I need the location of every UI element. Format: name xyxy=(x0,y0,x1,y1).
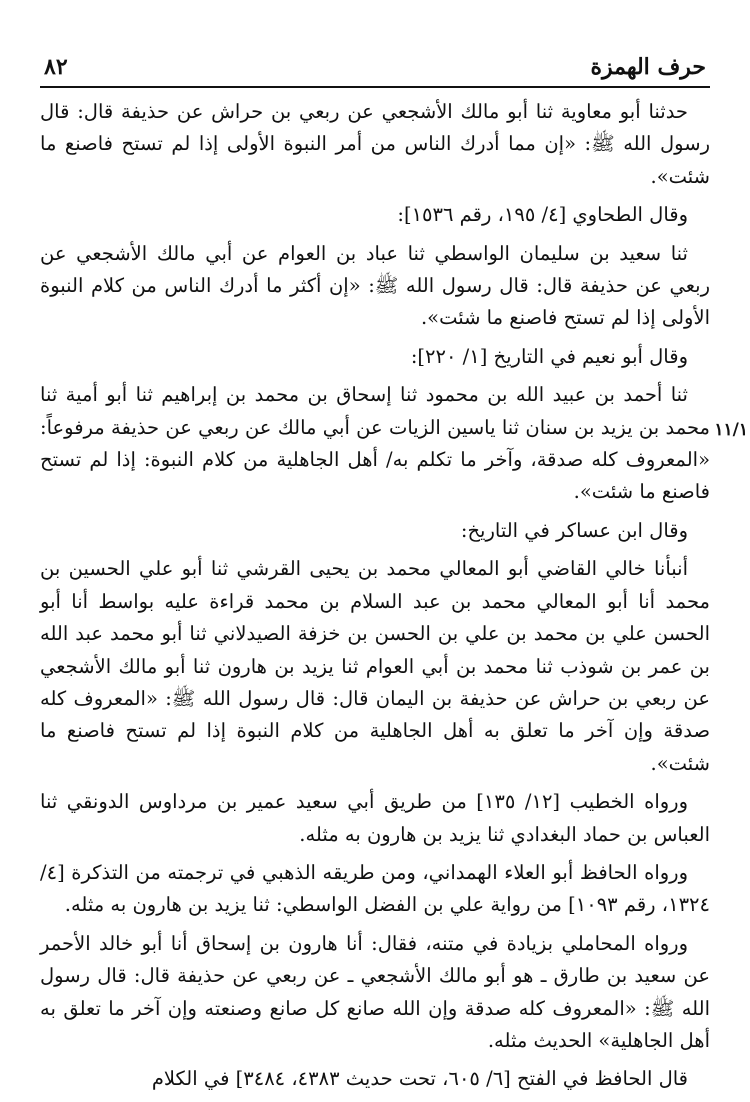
paragraph: قال الحافظ في الفتح [٦/ ٦٠٥، تحت حديث ٤٣٨٣، ٣٤٨٤] في الكلام xyxy=(151,1067,688,1091)
paragraph: وقال الطحاوي [٤/ ١٩٥، رقم ١٥٣٦]: xyxy=(397,203,688,227)
paragraph: ورواه الحافظ أبو العلاء الهمداني، ومن طريقه الذهبي في ترجمته من التذكرة [٤/ ١٣٢٤، رقم ١٠٩٣] من رواية علي بن الفضل الواسطي: ثنا يزيد بن هارون به مثله. xyxy=(40,860,710,917)
paragraph: ورواه المحاملي بزيادة في متنه، فقال: أنا هارون بن إسحاق أنا أبو خالد الأحمر عن سعيد بن طارق ـ هو أبو مالك الأشجعي ـ عن ربعي عن حذيفة قال: قال رسول الله ﷺ: «المعروف كله صدقة وإن الله صانع كل صانع وصنعته وإن آخر ما تعلق به أهل الجاهلية» الحديث مثله. xyxy=(40,931,710,1052)
margin-reference: ١١/١ xyxy=(714,420,748,440)
paragraph: ثنا سعيد بن سليمان الواسطي ثنا عباد بن العوام عن أبي مالك الأشجعي عن ربعي عن حذيفة قال: قال رسول الله ﷺ: «إن أكثر ما أدرك الناس من كلام النبوة الأولى إذا لم تستح فاصنع ما شئت». xyxy=(40,241,710,330)
page-header xyxy=(40,52,710,88)
paragraph: ثنا أحمد بن عبيد الله بن محمود ثنا إسحاق بن محمد بن إبراهيم ثنا أبو أمية ثنا محمد بن يزيد بن سنان ثنا ياسين الزيات عن أبي مالك عن ربعي عن حذيفة مرفوعاً: «المعروف كله صدقة، وآخر ما تكلم به/ أهل الجاهلية من كلام النبوة: إذا لم تستح فاصنع ما شئت». xyxy=(40,383,710,504)
paragraph: ورواه الخطيب [١٢/ ١٣٥] من طريق أبي سعيد عمير بن مرداوس الدونقي ثنا العباس بن حماد البغدادي ثنا يزيد بن هارون به مثله. xyxy=(40,790,710,846)
paragraph: وقال أبو نعيم في التاريخ [١/ ٢٢٠]: xyxy=(410,344,688,368)
paragraph: وقال ابن عساكر في التاريخ: xyxy=(460,518,688,542)
body-text xyxy=(40,96,710,1102)
paragraph: أنبأنا خالي القاضي أبو المعالي محمد بن يحيى القرشي ثنا أبو علي الحسين بن محمد أنا أبو المعالي محمد بن عبد السلام بن محمد قراءة عليه بواسط أنا أبو الحسن علي بن محمد بن علي بن الحسن بن خزفة الصيدلاني ثنا أبو محمد عبد الله بن عمر بن شوذب ثنا محمد بن أبي العوام ثنا يزيد بن هارون ثنا أبو مالك الأشجعي عن ربعي بن حراش عن حذيفة بن اليمان قال: قال رسول الله ﷺ: «المعروف كله صدقة وإن آخر ما تعلق به أهل الجاهلية من كلام النبوة إذا لم تستح فاصنع ما شئت». xyxy=(40,557,710,775)
chapter-title: حرف الهمزة xyxy=(590,54,706,80)
paragraph: حدثنا أبو معاوية ثنا أبو مالك الأشجعي عن ربعي بن حراش عن حذيفة قال: قال رسول الله ﷺ: «إن مما أدرك الناس من أمر النبوة الأولى إذا لم تستح فاصنع ما شئت». xyxy=(40,100,710,188)
page-number: ٨٢ xyxy=(44,54,68,80)
